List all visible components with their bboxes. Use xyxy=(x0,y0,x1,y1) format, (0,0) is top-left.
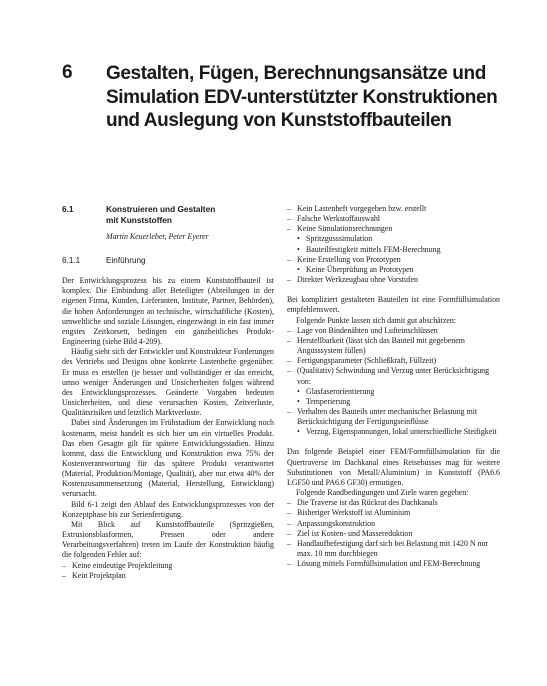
body-paragraph: Dabei sind Änderungen im Frühstadium der Entwicklung noch kostenarm, meist handelt es sich hier um ein virtuelles Produkt. Das eben Gesagte gilt für spätere Entwicklungsstadien. Hinzu kommt, dass die Entwicklung und Konstruktion etwa 75% der Kostenverantwortung für das spätere Produkt verantwortet (Material, Produktion/Montage, Qualität), aber nur etwa 40% der Kostenzusammensetzung (Material, Herstellung, Entwicklung) verursacht. xyxy=(62,418,274,499)
section-number: 6.1 xyxy=(62,204,74,214)
error-list-continued xyxy=(287,204,500,285)
list-subitem: • Glasfaserorientierung xyxy=(287,387,500,397)
chapter-title-line: Gestalten, Fügen, Berechnungsansätze und xyxy=(106,63,486,84)
list-item: – Lage von Bindenähten und Lufteinschlüssen xyxy=(287,326,500,336)
list-item: – Kein Projektplan xyxy=(62,571,274,581)
list-item: – Keine eindeutige Projektleitung xyxy=(62,561,274,571)
body-paragraph: Häufig sieht sich der Entwickler und Konstrukteur Forderungen des Vertriebs und Designs ohne konkrete Lastenhefte gegenüber. Er muss es erstellen (je besser und vollständiger er das erreicht, umso weniger Änderungen und Unsicherheiten folgen während des Entwicklungsprozesses. Geänderte Vorgaben bedeuten Unsicherheiten, und diese verursachen Kosten, Zeitverluste, Qualitätsrisiken und letztlich Marktverluste. xyxy=(62,347,274,418)
spacer xyxy=(287,437,500,447)
list-item: – Verhalten des Bauteils unter mechanischer Belastung mit Berücksichtigung der Fertigungseinflüsse xyxy=(287,407,500,427)
list-item: – Keine Simulationsrechnungen xyxy=(287,224,500,234)
list-item: – Ziel ist Kosten- und Massereduktion xyxy=(287,529,500,539)
section-heading xyxy=(62,204,274,226)
list-subitem: • Bauteilfestigkeit mittels FEM-Berechnung xyxy=(287,245,500,255)
body-paragraph: Folgende Punkte lassen sich damit gut abschätzen: xyxy=(296,315,456,325)
body-paragraph: Das folgende Beispiel einer FEM/Formfüllsimulation für die Quertraverse im Dachkanal eines Reisebusses mag für weitere Substitutionen von Metall/Aluminium) in Kunststoff (PA6.6 LGF50 und PA6.6 GF30) ermutigen. xyxy=(287,447,500,487)
list-subitem: • Temperierung xyxy=(287,397,500,407)
list-item: – Lösung mittels Formfüllsimulation und FEM-Berechnung xyxy=(287,559,500,569)
subsection-heading xyxy=(62,256,274,267)
list-item: – Direkter Werkzeugbau ohne Vorstufen xyxy=(287,275,500,285)
right-column xyxy=(287,204,500,569)
chapter-title-line: und Auslegung von Kunststoffbauteilen xyxy=(106,110,452,131)
chapter-title-line: Simulation EDV-unterstützter Konstruktionen xyxy=(106,86,498,108)
body-paragraph: Bei kompliziert gestalteten Bauteilen ist eine Formfüllsimulation empfehlenswert. xyxy=(287,295,500,315)
error-list xyxy=(62,561,274,581)
list-item: – Anpassungskonstruktion xyxy=(287,519,500,529)
list-item: – Die Traverse ist das Rückrat des Dachkanals xyxy=(287,498,500,508)
body-paragraph: Bild 6-1 zeigt den Ablauf des Entwicklungsprozesses von der Konzeptphase bis zur Serienfertigung. xyxy=(62,499,274,519)
conditions-list xyxy=(287,498,500,569)
chapter-number: 6 xyxy=(62,62,73,83)
spacer xyxy=(287,285,500,295)
body-paragraph: Der Entwicklungsprozess bis zu einem Kunststoffbauteil ist komplex. Die Einbindung aller Beteiligter (Abteilungen in der eigenen Firma, Kunden, Lieferanten, Institute, Partner, Behörden), die hohen Anforderungen an technische, wirtschaftliche (Kosten), umweltliche und soziale Lösungen, eingezwängt in ein fast immer engstes Zeitkorsett, bedingen ein ganzheitliches Produkt-Engineering (siehe Bild 4-209). xyxy=(62,276,274,347)
list-item: – Bisheriger Werkstoff ist Aluminium xyxy=(287,508,500,518)
subsection-title: Einführung xyxy=(106,256,146,266)
list-item: – Keine Erstellung von Prototypen xyxy=(287,255,500,265)
section-title xyxy=(106,204,271,226)
list-item: – Herstellbarkeit (lässt sich das Bauteil mit gegebenem Angusssystem füllen) xyxy=(287,336,500,356)
list-subitem: • Verzug, Eigenspannungen, lokal unterschiedliche Steifigkeit xyxy=(287,427,500,437)
list-subitem: • Keine Überprüfung an Prototypen xyxy=(287,265,500,275)
list-item: – Kein Lastenheft vorgegeben bzw. erstellt xyxy=(287,204,500,214)
simulation-list xyxy=(287,326,500,438)
list-item: – (Qualitativ) Schwindung und Verzug unter Berücksichtigung von: xyxy=(287,366,500,386)
section-title-line: Konstruieren und Gestalten xyxy=(106,204,216,214)
left-column xyxy=(62,204,274,581)
section-title-line: mit Kunststoffen xyxy=(106,215,172,225)
list-subitem: • Spritzgusssimulation xyxy=(287,234,500,244)
section-authors: Martin Keuerleber, Peter Eyerer xyxy=(106,232,209,241)
body-paragraph: Folgende Randbedingungen und Ziele waren gegeben: xyxy=(296,488,469,498)
list-item: – Handlaufbefestigung darf sich bei Belastung mit 1420 N nur max. 10 mm durchbiegen xyxy=(287,539,500,559)
chapter-title xyxy=(106,62,526,133)
list-item: – Fertigungsparameter (Schließkraft, Füllzeit) xyxy=(287,356,500,366)
body-paragraph: Mit Blick auf Kunststoffbauteile (Spritzgießen, Extrusionsblasformen, Pressen oder andere Verarbeitungsverfahren) treten im Laufe der Konstruktion häufig die folgenden Fehler auf: xyxy=(62,519,274,560)
subsection-number: 6.1.1 xyxy=(62,256,81,266)
list-item: – Falsche Werkstoffauswahl xyxy=(287,214,500,224)
